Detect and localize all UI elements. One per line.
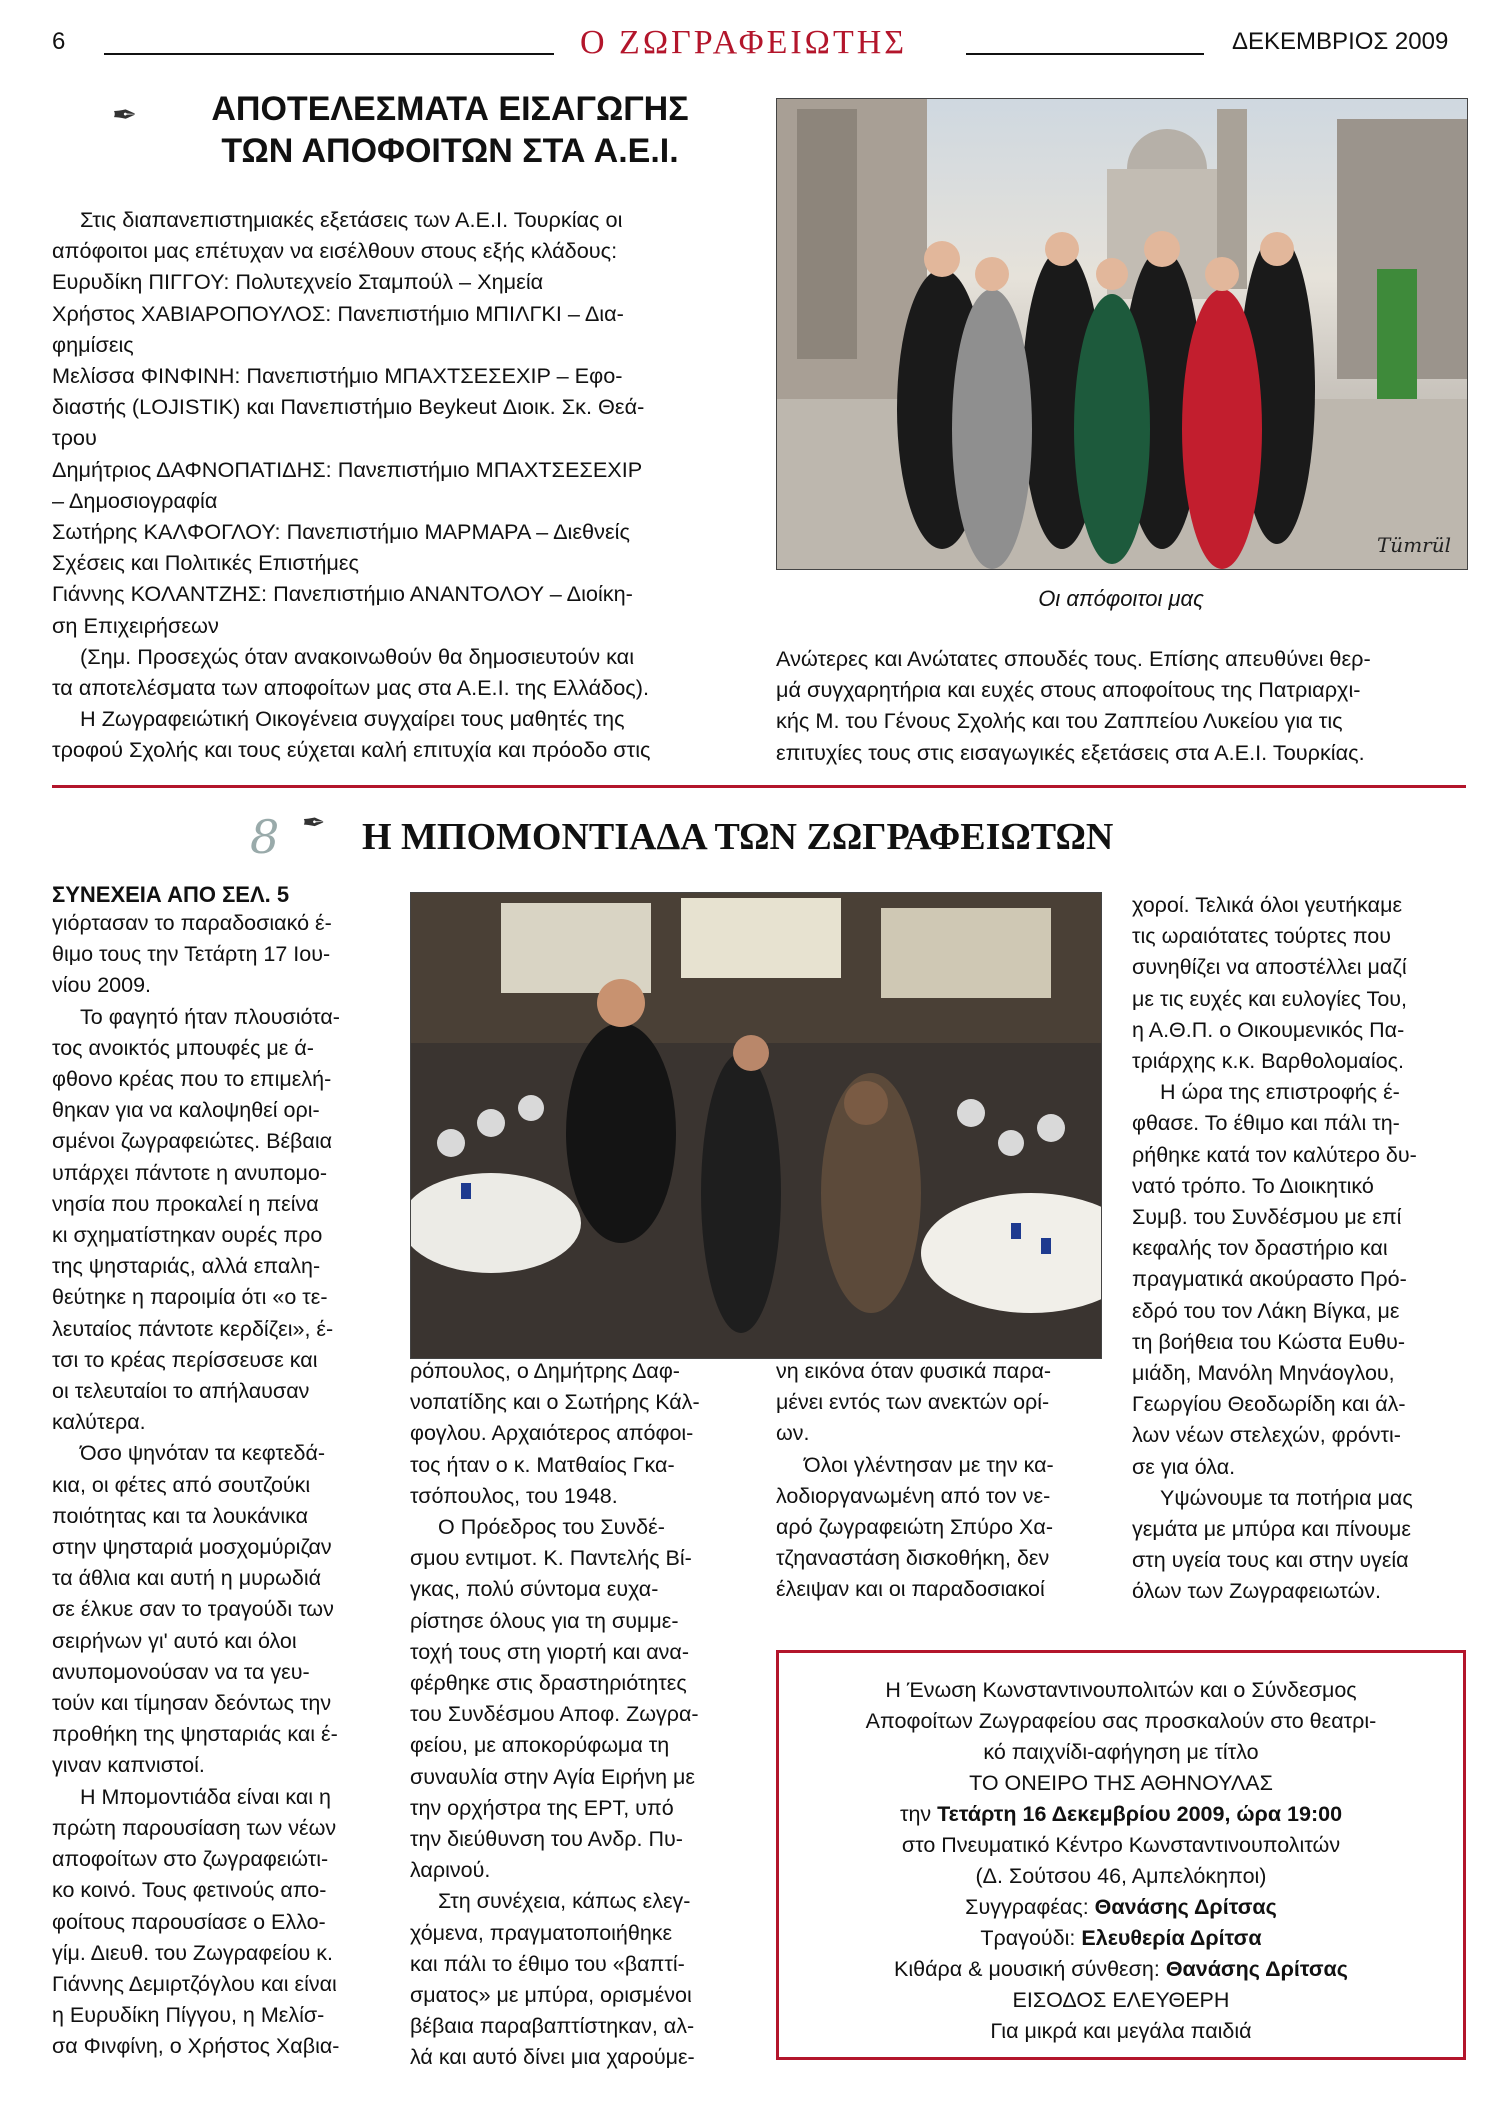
issue-date: ΔΕΚΕΜΒΡΙΟΣ 2009 [1232,28,1449,55]
col2-line: γκας, πολύ σύντομα ευχα- [410,1577,659,1602]
article1-body [52,204,748,766]
header-rule-right [966,53,1204,55]
col2-line: του Συνδέσμου Αποφ. Ζωγρα- [410,1702,699,1727]
article1-line: τρου [52,425,97,451]
pen-mark-2: ✒ [302,807,326,838]
page-number: 6 [52,28,66,55]
article2-col2 [410,1356,742,2074]
col4-line: με τις ευχές και ευλογίες Του, [1132,986,1408,1011]
col2-line: τοχή τους στη γιορτή και ανα- [410,1639,689,1664]
col2-line: ρίστησε όλους για τη συμμε- [410,1608,679,1633]
article1-line: Μελίσσα ΦΙΝΦΙΝΗ: Πανεπιστήμιο ΜΠΑΧΤΣΕΣΕΧΙΡ – Εφο- [52,363,623,389]
col2-line: λαρινού. [410,1858,491,1883]
section-divider [52,785,1466,788]
col1-line: νίου 2009. [52,973,152,998]
col1-line: τούν και τίμησαν δεόντως την [52,1691,332,1716]
article1-line: τα αποτελέσματα των αποφοίτων μας στα Α.Ε.Ι. της Ελλάδος). [52,675,649,701]
col1-line: θηκαν για να καλοψηθεί ορι- [52,1098,320,1123]
col1-line: καλύτερα. [52,1410,146,1435]
article1-line: Σχέσεις και Πολιτικές Επιστήμες [52,550,359,576]
col4-line: λων νέων στελεχών, φρόντι- [1132,1423,1401,1448]
article1-line: διαστής (LOJISTIK) και Πανεπιστήμιο Beykeut Διοικ. Σκ. Θεά- [52,394,645,420]
col2-line: νοπατίδης και ο Σωτήρης Κάλ- [410,1390,700,1415]
col1-line: νησία που προκαλεί η πείνα [52,1191,319,1216]
col4-line: όλων των Ζωγραφειωτών. [1132,1579,1381,1604]
article1-cont-line: επιτυχίες τους στις εισαγωγικές εξετάσεις στα Α.Ε.Ι. Τουρκίας. [776,739,1365,765]
article1-line: τροφού Σχολής και τους εύχεται καλή επιτυχία και πρόοδο στις [52,737,651,763]
article1-line: Δημήτριος ΔΑΦΝΟΠΑΤΙΔΗΣ: Πανεπιστήμιο ΜΠΑΧΤΣΕΣΕΧΙΡ [52,456,643,482]
col2-line: σμου εντιμοτ. Κ. Παντελής Βί- [410,1546,692,1571]
continued-from: ΣΥΝΕΧΕΙΑ ΑΠΟ ΣΕΛ. 5 [52,882,290,907]
col1-line: στην ψησταριά μοσχομύριζαν [52,1535,332,1560]
writer [779,1892,1463,1923]
col1-line: φοίτους παρουσίασε ο Ελλο- [52,1909,326,1934]
writer-name: Θανάσης Δρίτσας [1094,1895,1277,1919]
party-photo [410,892,1102,1359]
date-value: Τετάρτη 16 Δεκεμβρίου 2009, ώρα 19:00 [937,1802,1343,1826]
article1-line: Σωτήρης ΚΑΛΦΟΓΛΟΥ: Πανεπιστήμιο ΜΑΡΜΑΡΑ – Διεθνείς [52,519,630,545]
col1-line: Όσο ψηνόταν τα κεφτεδά- [80,1441,326,1466]
col1-line: τος ανοικτός μπουφές με ά- [52,1035,314,1060]
col2-line: σματος» με μπύρα, ορισμένοι [410,1983,692,2008]
col1-line: γιναν καπνιστοί. [52,1753,205,1778]
col1-line: πρώτη παρουσίαση των νέων [52,1815,337,1840]
article1-line: – Δημοσιογραφία [52,487,218,513]
handwritten-mark: 8 [250,810,280,864]
invitation-date [779,1799,1463,1830]
article1-line: Στις διαπανεπιστημιακές εξετάσεις των Α.Ε.Ι. Τουρκίας οι [80,207,623,232]
graduates-photo [776,98,1468,570]
header-rule-left [104,53,554,55]
col1-line: κο κοινό. Τους φετινούς απο- [52,1878,327,1903]
col4-line: φθασε. Το έθιμο και πάλι τη- [1132,1111,1400,1136]
col1-line: γιόρτασαν το παραδοσιακό έ- [52,911,332,935]
col1-line: αποφοίτων στο ζωγραφειώτι- [52,1847,329,1872]
song [779,1923,1463,1954]
col3-line: Όλοι γλέντησαν με την κα- [804,1452,1054,1477]
col2-line: λά και αυτό δίνει μια χαρούμε- [410,2045,695,2070]
audience: Για μικρά και μεγάλα παιδιά [990,2019,1252,2043]
col2-line: ρόπουλος, ο Δημήτρης Δαφ- [410,1359,680,1383]
photo-signature: Tümrül [1376,533,1451,557]
article1-line: ση Επιχειρήσεων [52,612,219,638]
graduates-photo-illustration [777,99,1467,569]
guitar-name: Θανάσης Δρίτσας [1165,1957,1348,1981]
col1-line: τσι το κρέας περίσσευσε και [52,1347,318,1372]
col1-line: ανυπομονούσαν να τα γευ- [52,1659,310,1684]
article1-line: απόφοιτοι μας επέτυχαν να εισέλθουν στους εξής κλάδους: [52,238,618,264]
col3-line: ων. [776,1421,810,1446]
col2-line: και πάλι το έθιμο του «βαπτί- [410,1951,685,1976]
article1-line: (Σημ. Προσεχώς όταν ανακοινωθούν θα δημοσιευτούν και [80,643,635,669]
col3-line: νη εικόνα όταν φυσικά παρα- [776,1359,1052,1383]
invitation-line: Η Ένωση Κωνσταντινουπολιτών και ο Σύνδεσμος [885,1678,1357,1702]
col4-line: νατό τρόπο. Το Διοικητικό [1132,1173,1374,1198]
article1-cont-line: μά συγχαρητήρια και ευχές στους αποφοίτους της Πατριαρχι- [776,677,1361,703]
col1-line: η Ευρυδίκη Πίγγου, η Μελίσ- [52,2003,325,2028]
article1-continued [776,643,1466,768]
article1-line: Η Ζωγραφειώτική Οικογένεια συγχαίρει τους μαθητές της [80,706,625,732]
col4-line: μιάδη, Μανόλη Μηνάογλου, [1132,1361,1395,1386]
col1-line: κι σχηματίστηκαν ουρές προ [52,1223,323,1248]
col4-line: εδρό του τον Λάκη Βίγκα, με [1132,1298,1400,1323]
col1-line: θεύτηκε η παροιμία ότι «ο τε- [52,1285,328,1310]
article1-line: φημίσεις [52,331,134,357]
col4-line: τις ωραιότατες τούρτες που [1132,924,1391,949]
col3-line: έλειψαν και οι παραδοσιακοί [776,1577,1045,1602]
col1-line: τα άθλια και αυτή η μυρωδιά [52,1566,322,1591]
song-name: Ελευθερία Δρίτσα [1081,1926,1262,1950]
col4-line: Γεωργίου Θεοδωρίδη και άλ- [1132,1392,1406,1417]
col3-line: μένει εντός των ανεκτών ορί- [776,1390,1050,1415]
col4-line: πραγματικά ακούραστο Πρό- [1132,1267,1407,1292]
col4-line: στη υγεία τους και στην υγεία [1132,1548,1409,1573]
col2-line: την διεύθυνση του Ανδρ. Πυ- [410,1827,683,1852]
article1-title-line1: ΑΠΟΤΕΛΕΣΜΑΤΑ ΕΙΣΑΓΩΓΗΣ [211,90,689,128]
col2-line: συναυλία στην Αγία Ειρήνη με [410,1764,695,1789]
col4-line: τριάρχης κ.κ. Βαρθολομαίος. [1132,1049,1404,1074]
invitation-line: (Δ. Σούτσου 46, Αμπελόκηποι) [975,1864,1267,1888]
col1-line: Γιάννης Δεμιρτζόγλου και είναι [52,1971,337,1996]
col3-line: λοδιοργανωμένη από τον νε- [776,1483,1051,1508]
col1-line: φθονο κρέας που το επιμελή- [52,1067,332,1092]
pen-mark: ✒ [112,99,138,132]
col4-line: Η ώρα της επιστροφής έ- [1160,1080,1400,1105]
invitation-line: στο Πνευματικό Κέντρο Κωνσταντινουπολιτών [901,1833,1341,1857]
col1-line: γίμ. Διευθ. του Ζωγραφείου κ. [52,1940,333,1965]
col4-line: γεμάτα με μπύρα και πίνουμε [1132,1517,1412,1542]
col4-line: χοροί. Τελικά όλοι γευτήκαμε [1132,893,1403,917]
article2-col3 [776,1356,1106,1606]
col3-line: τζηαναστάση δισκοθήκη, δεν [776,1546,1050,1571]
col2-line: φογλου. Αρχαιότερος απόφοι- [410,1421,694,1446]
col4-line: Συμβ. του Συνδέσμου με επί [1132,1205,1402,1230]
col4-line: τη βοήθεια του Κώστα Ευθυ- [1132,1329,1406,1354]
article1-title [150,88,750,172]
guitar [779,1954,1463,1985]
col1-line: σμένοι ζωγραφειώτες. Βέβαια [52,1129,333,1154]
col4-line: Υψώνουμε τα ποτήρια μας [1160,1485,1413,1510]
col2-line: την ορχήστρα της ΕΡΤ, υπό [410,1795,674,1820]
article1-line: Ευρυδίκη ΠΙΓΓΟΥ: Πολυτεχνείο Σταμπούλ – Χημεία [52,269,544,295]
photo-caption: Οι απόφοιτοι μας [1038,586,1204,611]
song-label: Τραγούδι: [980,1926,1076,1950]
col1-line: ποιότητας και τα λουκάνικα [52,1503,309,1528]
col2-line: χόμενα, πραγματοποιήθηκε [410,1920,673,1945]
col1-line: θιμο τους την Τετάρτη 17 Ιου- [52,942,331,967]
col1-line: υπάρχει πάντοτε η ανυπομο- [52,1160,328,1185]
col2-line: Ο Πρόεδρος του Συνδέ- [438,1515,665,1540]
col1-line: προθήκη της ψησταριάς και έ- [52,1722,338,1747]
col2-line: τσόπουλος, του 1948. [410,1483,618,1508]
col1-line: Το φαγητό ήταν πλουσιότα- [80,1004,340,1029]
writer-label: Συγγραφέας: [965,1895,1089,1919]
col1-line: σε έλκυε σαν το τραγούδι των [52,1597,334,1622]
col1-line: λευταίος πάντοτε κερδίζει», έ- [52,1316,334,1341]
invitation-line: Αποφοίτων Ζωγραφείου σας προσκαλούν στο θεατρι- [865,1709,1377,1733]
col2-line: τος ήταν ο κ. Ματθαίος Γκα- [410,1452,675,1477]
article2-col4 [1132,890,1466,1608]
invitation-line: κό παιχνίδι-αφήγηση με τίτλο [983,1740,1259,1764]
col1-line: σειρήνων γι' αυτό και όλοι [52,1628,297,1653]
date-prefix: την [899,1802,932,1826]
col4-line: η Α.Θ.Π. ο Οικουμενικός Πα- [1132,1017,1405,1042]
col1-line: Η Μπομοντιάδα είναι και η [80,1784,331,1809]
article2-col1 [52,908,384,2063]
article1-cont-line: Ανώτερες και Ανώτατες σπουδές τους. Επίσης απευθύνει θερ- [776,646,1371,671]
article1-line: Γιάννης ΚΟΛΑΝΤΖΗΣ: Πανεπιστήμιο ΑΝΑΝΤΟΛΟΥ – Διοίκη- [52,581,633,607]
col4-line: συνηθίζει να αποστέλλει μαζί [1132,955,1407,980]
article2-title: Η ΜΠΟΜΟΝΤΙΑΔΑ ΤΩΝ ΖΩΓΡΑΦΕΙΩΤΩΝ [362,816,1114,858]
col2-line: Στη συνέχεια, κάπως ελεγ- [438,1889,691,1914]
col4-line: ρήθηκε κατά τον καλύτερο δυ- [1132,1142,1417,1167]
invitation-box [776,1650,1466,2060]
col3-line: αρό ζωγραφειώτη Σπύρο Χα- [776,1515,1053,1540]
col4-line: κεφαλής τον δραστήριο και [1132,1236,1388,1261]
col1-line: της ψησταριάς, αλλά επαλη- [52,1254,321,1279]
party-photo-illustration [411,893,1101,1358]
masthead: Ο ΖΩΓΡΑΦΕΙΩΤΗΣ [580,24,908,61]
article1-cont-line: κής Μ. του Γένους Σχολής και του Ζαππείου Λυκείου για τις [776,708,1343,734]
article1-line: Χρήστος ΧΑΒΙΑΡΟΠΟΥΛΟΣ: Πανεπιστήμιο ΜΠΙΛΓΚΙ – Δια- [52,300,624,326]
col2-line: φείου, με αποκορύφωμα τη [410,1733,670,1758]
col1-line: οι τελευταίοι το απήλαυσαν [52,1379,310,1404]
col2-line: φέρθηκε στις δραστηριότητες [410,1671,687,1696]
guitar-label: Κιθάρα & μουσική σύνθεση: [894,1957,1160,1981]
col1-line: κια, οι φέτες από σουτζούκι [52,1472,311,1497]
col1-line: σα Φινφίνη, ο Χρήστος Χαβια- [52,2034,340,2059]
article1-title-line2: ΤΩΝ ΑΠΟΦΟΙΤΩΝ ΣΤΑ Α.Ε.Ι. [221,132,679,170]
col2-line: βέβαια παραβαπτίστηκαν, αλ- [410,2014,695,2039]
play-title: ΤΟ ΟΝΕΙΡΟ ΤΗΣ ΑΘΗΝΟΥΛΑΣ [969,1771,1273,1795]
free-entry: ΕΙΣΟΔΟΣ ΕΛΕΥΘΕΡΗ [1012,1988,1230,2012]
col4-line: σε για όλα. [1132,1454,1236,1479]
